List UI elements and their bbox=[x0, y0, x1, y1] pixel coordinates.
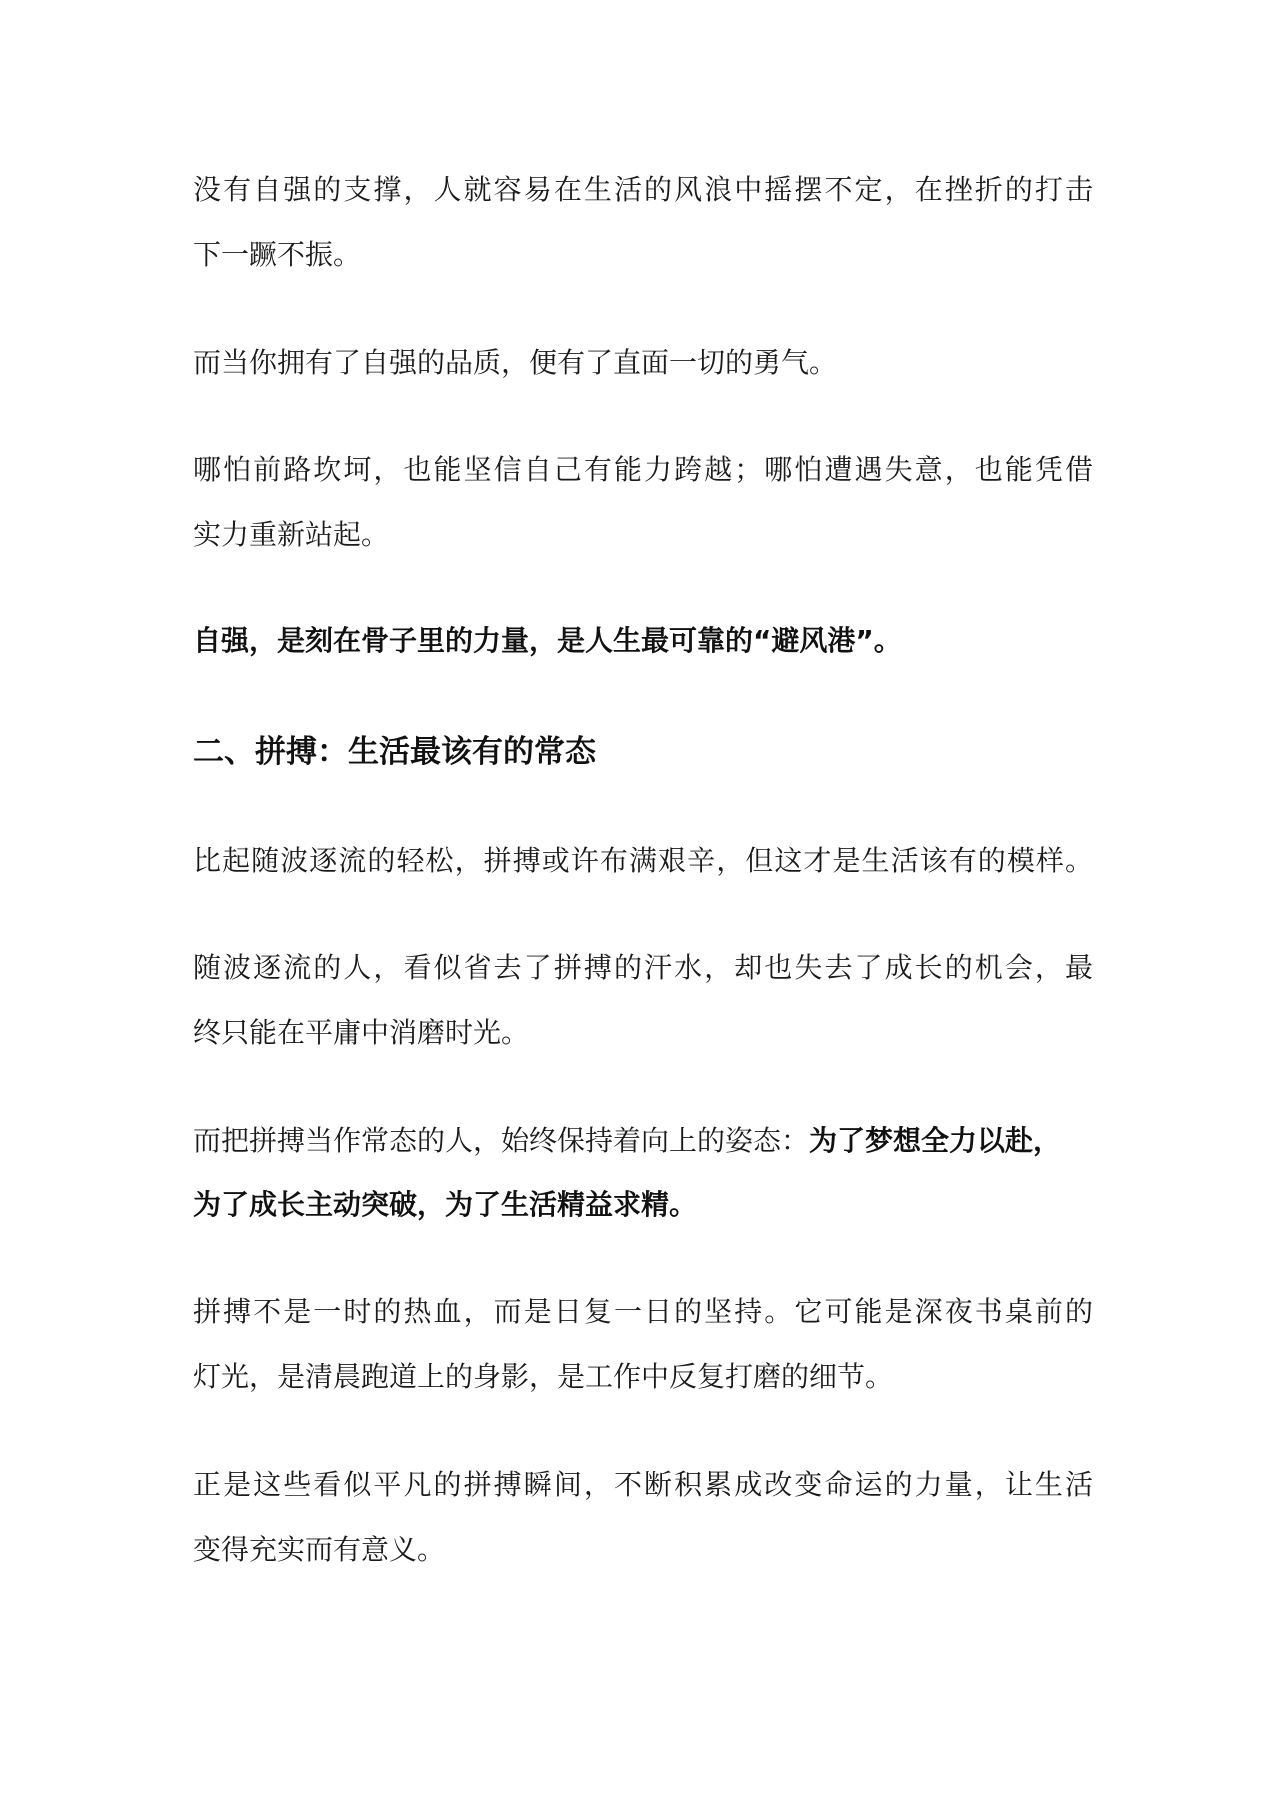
paragraph-7-normal-text: 而把拼搏当作常态的人，始终保持着向上的姿态： bbox=[193, 1124, 810, 1157]
paragraph-6-line-2: 终只能在平庸中消磨时光。 bbox=[193, 1016, 530, 1049]
paragraph-7-line-2: 为了成长主动突破，为了生活精益求精。 bbox=[193, 1188, 698, 1221]
paragraph-2: 而当你拥有了自强的品质，便有了直面一切的勇气。 bbox=[193, 346, 838, 379]
paragraph-7-bold-text: 为了梦想全力以赴， bbox=[809, 1124, 1062, 1157]
paragraph-4-bold: 自强，是刻在骨子里的力量，是人生最可靠的“避风港”。 bbox=[193, 624, 902, 657]
paragraph-9-line-2: 变得充实而有意义。 bbox=[193, 1533, 446, 1566]
paragraph-7-line-1 bbox=[193, 1123, 1093, 1159]
paragraph-3-line-2: 实力重新站起。 bbox=[193, 518, 390, 551]
paragraph-1-line-2: 下一蹶不振。 bbox=[193, 238, 362, 271]
paragraph-5: 比起随波逐流的轻松，拼搏或许布满艰辛，但这才是生活该有的模样。 bbox=[193, 844, 1093, 877]
paragraph-1-line-1: 没有自强的支撑，人就容易在生活的风浪中摇摆不定，在挫折的打击 bbox=[193, 173, 1093, 206]
paragraph-6-line-1: 随波逐流的人，看似省去了拼搏的汗水，却也失去了成长的机会，最 bbox=[193, 951, 1093, 984]
paragraph-9-line-1: 正是这些看似平凡的拼搏瞬间，不断积累成改变命运的力量，让生活 bbox=[193, 1468, 1093, 1501]
section-heading: 二、拼搏：生活最该有的常态 bbox=[193, 734, 596, 770]
paragraph-3-line-1: 哪怕前路坎坷，也能坚信自己有能力跨越；哪怕遭遇失意，也能凭借 bbox=[193, 453, 1093, 486]
paragraph-8-line-2: 灯光，是清晨跑道上的身影，是工作中反复打磨的细节。 bbox=[193, 1360, 894, 1393]
paragraph-8-line-1: 拼搏不是一时的热血，而是日复一日的坚持。它可能是深夜书桌前的 bbox=[193, 1295, 1093, 1328]
